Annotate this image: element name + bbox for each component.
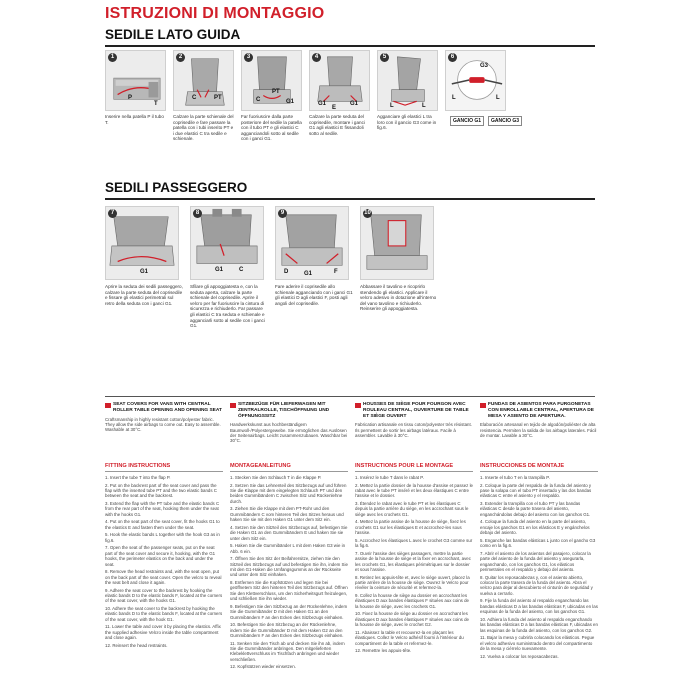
step-number: 1 — [108, 53, 117, 62]
label-g1: G1 — [304, 271, 313, 277]
label-g1: G1 — [318, 101, 327, 107]
language-block-es — [480, 402, 598, 438]
step-number: 10 — [364, 210, 371, 216]
step-number: 6 — [448, 53, 457, 62]
language-description: Fabrication artisanale en tissu coton/polyester très résistant. Ils permettent de sortir les airbags latéraux. Facile à assembler. Lavable à 30°C. — [355, 422, 472, 438]
instruction-item: 12. Vuelva a colocar los reposacabezas. — [480, 653, 559, 659]
instruction-item: 9. Adhere the seat cover to the backrest by hooking the elastic bands D to the elastic bands F, located at the corners of the seat cover, with the hooks G1. — [105, 587, 223, 604]
instruction-item: 2. Setzen Sie das Lehnenteil des Sitzbezugs auf und führen Sie die Klappe mit dem eingelegten Schlauch PT und den beiden Gummibändern C zwischen Sitz und Rückenlehne durch. — [230, 482, 347, 504]
step-panel — [190, 206, 264, 280]
section-heading-driver-seat: SEDILE LATO GUIDA — [105, 27, 241, 42]
step-caption: Calzare la parte seduta del coprisedile, montare i ganci G1 agli elastici E fissandoli sotto al sedile. — [309, 114, 365, 136]
instruction-item: 9. Collez la housse de siège au dossier en accrochant les élastiques D aux bandes élastiques F situées aux coins de la housse de siège, avec les crochets G1. — [355, 593, 469, 609]
language-block-de — [230, 402, 348, 444]
section-divider — [105, 45, 595, 47]
label-pt: PT — [272, 89, 280, 95]
step-caption: Agganciare gli elastici L tra loro con il gancio G3 come in fig.6. — [377, 114, 437, 131]
instructions-column-en — [105, 463, 223, 650]
label-c: C — [256, 97, 261, 103]
step-panel — [275, 206, 349, 280]
instruction-item: 8. Retirez les appuis-tête et, avec le siège ouvert, placez la partie arrière de la housse de siège. Ouvrez le Velcro pour révéler la ceinture de sécurité et refermez-la. — [355, 574, 470, 591]
step-caption: Fare aderire il coprisedile allo schienale agganciando con i ganci G1 gli elastici D agli elastici F, posti agli angoli del coprisedile. — [275, 284, 353, 306]
label-g3: G3 — [480, 63, 489, 69]
label-d: D — [284, 269, 289, 275]
section-divider — [105, 198, 595, 200]
instruction-item: 4. Put on the seat part of the seat cover, fit the hooks G1 to the elastics E and fasten them under the seat. — [105, 519, 220, 530]
instructions-column-fr — [355, 463, 473, 656]
instruction-item: 2. Coloque la parte del respaldo de la funda del asiento y pase la solapa con el tubo PT insertado y las dos bandas elásticas C entre el asiento y el respaldo. — [480, 482, 592, 499]
gancio-g1-badge: GANCIO G1 — [450, 116, 484, 126]
instruction-item: 9. Befestigen Sie den Sitzbezug an der Rückenlehne, indem Sie die Gummibänder D mit den Haken G1 an den Gummibändern F an den Ecken des Sitzbezugs einhaken. — [230, 603, 348, 620]
instruction-item: 4. Mettez la partie assise de la housse de siège, fixez les crochets G1 sur les élastiques E et accrochez-les sous l'assise. — [355, 519, 466, 536]
instruction-item: 1. Inserte el tubo T en la trampilla P. — [480, 475, 550, 480]
label-f: F — [334, 269, 338, 275]
step-number: 5 — [380, 53, 389, 62]
language-block-fr — [355, 402, 473, 438]
instruction-item: 3. Ziehen Sie die Klappe mit dem PT-Rohr und den Gummibändern C vom hinteren Teil des Sitzes heraus und haken Sie sie mit den Haken G1 unter dem Sitz ein. — [230, 506, 344, 523]
gancio-g3-badge: GANCIO G3 — [488, 116, 522, 126]
instruction-item: 2. Put on the backrest part of the seat cover and pass the flap with the inserted tube PT and the two elastic bands C between the seat and the backrest. — [105, 482, 217, 499]
instruction-item: 8. Remove the head restraints and, with the seat open, put on the back part of the seat cover. Open the velcro to reveal the seat belt and close it again. — [105, 569, 222, 586]
instruction-item: 12. Reinsert the head restraints. — [105, 642, 168, 648]
step-number: 7 — [108, 209, 117, 218]
step-caption: Calzare la parte schienale del coprisedile e fare passare la patella con i tubi inserito PT e i due elastici C tra sedile e schienale. — [173, 114, 234, 142]
instruction-item: 11. Senken Sie den Tisch ab und decken Sie ihn ab, indem Sie die Gummibänder anbringen. Den mitgelieferten Klebeklettverschluss im Tischfach anbringen und wieder verschließen. — [230, 640, 345, 662]
instruction-item: 5. Accrochez les élastiques L avec le crochet G3 comme sur la fig.6. — [355, 537, 473, 549]
label-l: L — [422, 103, 426, 109]
step-number: 2 — [176, 53, 185, 62]
step-panel — [173, 50, 234, 111]
label-l: L — [496, 95, 500, 101]
label-pt: PT — [214, 95, 222, 101]
instruction-item: 5. Haken Sie die Gummibänder L mit dem Haken G3 wie in Abb. 6 ein. — [230, 543, 346, 554]
label-g1: G1 — [286, 99, 295, 105]
instruction-item: 3. Extend the flap with the PT tube and the elastic bands C from the rear part of the seat, hooking them under the seat with the hooks G1. — [105, 501, 220, 517]
instructions-heading: MONTAGEANLEITUNG — [230, 463, 348, 472]
instruction-item: 2. Mettez la partie dossier de la housse d'assise et passez le rabat avec le tube PT inséré et les deux élastiques C entre l'assise et le dossier. — [355, 482, 473, 499]
label-g1: G1 — [350, 101, 359, 107]
step-panel — [105, 50, 166, 111]
step-caption: Sfilare gli appoggiatesta e, con la seduta aperta, calzare la parte schienale del coprisedile. Aprire il velcro per far fuoriuscire la cintura di sicurezza e richiuderlo. Far passare gli elastici C tra seduta e schienale e agganciarli sotto al sedile con i ganci G1. — [190, 284, 265, 329]
step-panel — [105, 206, 179, 280]
step-panel — [241, 50, 302, 111]
instruction-item: 1. Stecken Sie den Schlauch T in die Klappe P. — [230, 475, 322, 480]
label-c: C — [239, 267, 244, 273]
flag-icon — [230, 403, 236, 408]
instructions-column-de — [230, 463, 348, 672]
instruction-item: 10. Befestigen Sie den Sitzbezug an der Rückenlehne, indem Sie die Gummibänder D mit dem Haken G2 an den Gummibändern F an den Ecken des Sitzbezugs einhaken. — [230, 622, 344, 639]
step-caption: Abbassare il tavolino e ricoprirlo stendendo gli elastici. Applicare il velcro adesivo in dotazione all'interno del vano tavolino e richiuderlo. Reinserire gli appoggiatesta. — [360, 284, 437, 312]
instruction-item: 12. Kopfstützen wieder einsetzen. — [230, 664, 296, 670]
language-divider — [105, 396, 595, 397]
label-e: E — [332, 105, 337, 111]
instructions-heading: INSTRUCTIONS POUR LE MONTAGE — [355, 463, 473, 472]
instructions-heading: INSTRUCCIONES DE MONTAJE — [480, 463, 598, 472]
label-l: L — [390, 103, 394, 109]
instruction-item: 11. Abaissez la table et recouvrez-la en plaçant les élastiques. Collez le Velcro adhésif fourni à l'intérieur du compartiment de la table et refermez-le. — [355, 629, 464, 646]
step-caption: Aprire la seduta dei sedili passeggero, calzare la parte seduta del coprisedile e fissare gli elastici perimetrali sul retro della seduta con i ganci G1. — [105, 284, 183, 306]
instruction-item: 1. Insert the tube T into the flap P. — [105, 475, 171, 480]
bench-seat-illustration — [191, 207, 263, 279]
step-panel — [445, 50, 506, 111]
instructions-column-es — [480, 463, 598, 661]
label-g1: G1 — [140, 269, 149, 275]
instructions-heading: FITTING INSTRUCTIONS — [105, 463, 223, 472]
instruction-item: 3. Extender la trampilla con el tubo PT y las bandas elásticas C desde la parte trasera del asiento, enganchándolas debajo del asiento con los ganchos G1. — [480, 501, 591, 517]
language-description: Handwerkskunst aus hochbeständigem Baumwoll-/Polyestergewebe. Sie ermöglichen das Auslösen der Seitenairbags. Leicht zusammenzubauen. Waschbar bei 30°C. — [230, 422, 348, 444]
label-c: C — [192, 95, 197, 101]
instruction-item: 7. Öffnen Sie den Sitz der Beifahrersitze, ziehen Sie den Sitzteil des Sitzbezugs auf und befestigen Sie ihn, indem Sie mit den G1-Haken die Umfangsgummis an der Rückseite und unter dem Sitz einhaken. — [230, 556, 348, 578]
flag-icon — [480, 403, 486, 408]
instruction-item: 12. Remettre les appuis-tête. — [355, 648, 412, 654]
step-panel — [377, 50, 438, 111]
instruction-item: 7. Ouvrir l'assise des sièges passagers, mettre la partie assise de la housse de siège et la fixer en accrochant, avec les crochets G1, les élastiques périmétriques sur le dossier et sous l'assise. — [355, 550, 471, 573]
instruction-item: 4. Setzen Sie den Sitzteil des Sitzbezugs auf, befestigen Sie die Haken G1 an den Gummibändern E und haken Sie sie unter dem Sitz ein. — [230, 524, 348, 541]
step-number: 4 — [312, 53, 321, 62]
language-block-en — [105, 402, 223, 432]
language-heading: HOUSSES DE SIÈGE POUR FOURGON AVEC ROULEAU CENTRAL, OUVERTURE DE TABLE ET SIÈGE OUVERT — [363, 402, 469, 419]
label-g1: G1 — [215, 267, 224, 273]
step-number: 3 — [244, 53, 253, 62]
instruction-item: 11. Lower the table and cover it by placing the elastics. Affix the supplied adhesive Velcro inside the table compartment and close again. — [105, 624, 221, 641]
section-heading-passenger-seats: SEDILI PASSEGGERO — [105, 180, 248, 195]
language-heading: FUNDAS DE ASIENTOS PARA FURGONETAS CON ENROLLABLE CENTRAL, APERTURA DE MESA Y ASIENTO DE APERTURA. — [488, 402, 594, 419]
step-panel — [309, 50, 370, 111]
instruction-item: 5. Hook the elastic bands L together with the hook G3 as in fig.6. — [105, 532, 220, 543]
language-heading: SITZBEZÜGE FÜR LIEFERWAGEN MIT ZENTRALROLLE, TISCHÖFFNUNG UND ÖFFNUNGSSITZ — [238, 402, 330, 419]
language-heading: SEAT COVERS FOR VANS WITH CENTRAL ROLLER TABLE OPENING AND OPENING SEAT — [113, 402, 222, 413]
language-description: Craftsmanship in highly resistant cotton/polyester fabric. They allow the side airbags to come out. Easy to assemble. Washable at 30°C. — [105, 416, 221, 433]
instruction-item: 10. Fixez la housse de siège au dossier en accrochant les élastiques D aux bandes élastiques F situées aux coins de la housse de siège, avec le crochet G2. — [355, 611, 469, 628]
instruction-item: 3. Étendez le rabat avec le tube PT et les élastiques C depuis la partie arrière du siège, en les accrochant sous le siège avec les crochets G1. — [355, 501, 469, 517]
label-t: T — [154, 101, 158, 107]
instruction-item: 10. Adhiera la funda del asiento al respaldo enganchando las bandas elásticas D a las bandas elásticas F, ubicadas en las esquinas de la funda del asiento, con los ganchos G2. — [480, 616, 598, 633]
instruction-item: 4. Coloque la funda del asiento en la parte del asiento, encaje los ganchos G1 en los elásticos E y engánchelos debajo del asiento. — [480, 519, 590, 536]
language-description: Elaboración artesanal en tejido de algodón/poliéster de alta resistencia. Permiten la salida de los airbags laterales. Fácil de montar. Lavable a 30°C. — [480, 422, 597, 438]
label-p: P — [128, 95, 133, 101]
instruction-item: 11. Bajar la mesa y cubrirla colocando los elásticos. Pegue el velcro adhesivo suministrado dentro del compartimento de la mesa y ciérrelo nuevamente. — [480, 635, 595, 652]
instruction-item: 8. Entfernen Sie die Kopfstützen und legen Sie bei geöffnetem Sitz den hinteren Teil des Sitzbezugs auf. Öffnen Sie den Klettverschluss, um den Sicherheitsgurt freizulegen, und schließen Sie ihn wieder. — [230, 580, 348, 602]
flag-icon — [105, 403, 111, 408]
instruction-item: 7. Open the seat of the passenger seats, put on the seat part of the seat cover and secure it, hooking, with the G1 hooks, the perimeter elastics on the back and under the seat. — [105, 545, 216, 567]
instruction-item: 5. Enganche las bandas elásticas L junto con el gancho G3 como en la fig.6. — [480, 537, 596, 549]
instruction-item: 7. Abrir el asiento de los asientos del pasajero, colocar la parte del asiento de la funda del asiento y asegurarla, enganchando, con los ganchos G1, los elásticos perimetrales en el respaldo y debajo del asiento. — [480, 550, 591, 573]
instruction-item: 10. Adhere the seat cover to the backrest by hooking the elastic bands D to the elastic bands F, located at the corners of the seat cover, with the hook G1. — [105, 606, 223, 622]
instruction-item: 1. Insérez le tube T dans le rabat P. — [355, 475, 424, 480]
step-number: 9 — [278, 209, 287, 218]
label-l: L — [452, 95, 456, 101]
step-caption: Far fuoriuscire dalla parte posteriore del sedile la patella con il tubo PT e gli elastici C agganciandoli sotto al sedile con i ganci G1. — [241, 114, 302, 142]
flag-icon — [355, 403, 361, 408]
instruction-item: 8. Quitar los reposacabezas y, con el asiento abierto, colocar la parte trasera de la funda del asiento. Abra el velcro para dejar al descubierto el cinturón de seguridad y vuelva a cerrarlo. — [480, 574, 593, 596]
step-caption: Inserire nella patella P il tubo T. — [105, 114, 164, 125]
step-number: 8 — [193, 209, 202, 218]
document-title: ISTRUZIONI DI MONTAGGIO — [105, 5, 325, 22]
table-seat-illustration — [361, 207, 433, 279]
instruction-item: 9. Fije la funda del asiento al respaldo enganchando las bandas elásticas D a las bandas elásticas F, ubicadas en las esquinas de la funda del asiento, con los ganchos G1. — [480, 598, 598, 615]
step-panel — [360, 206, 434, 280]
